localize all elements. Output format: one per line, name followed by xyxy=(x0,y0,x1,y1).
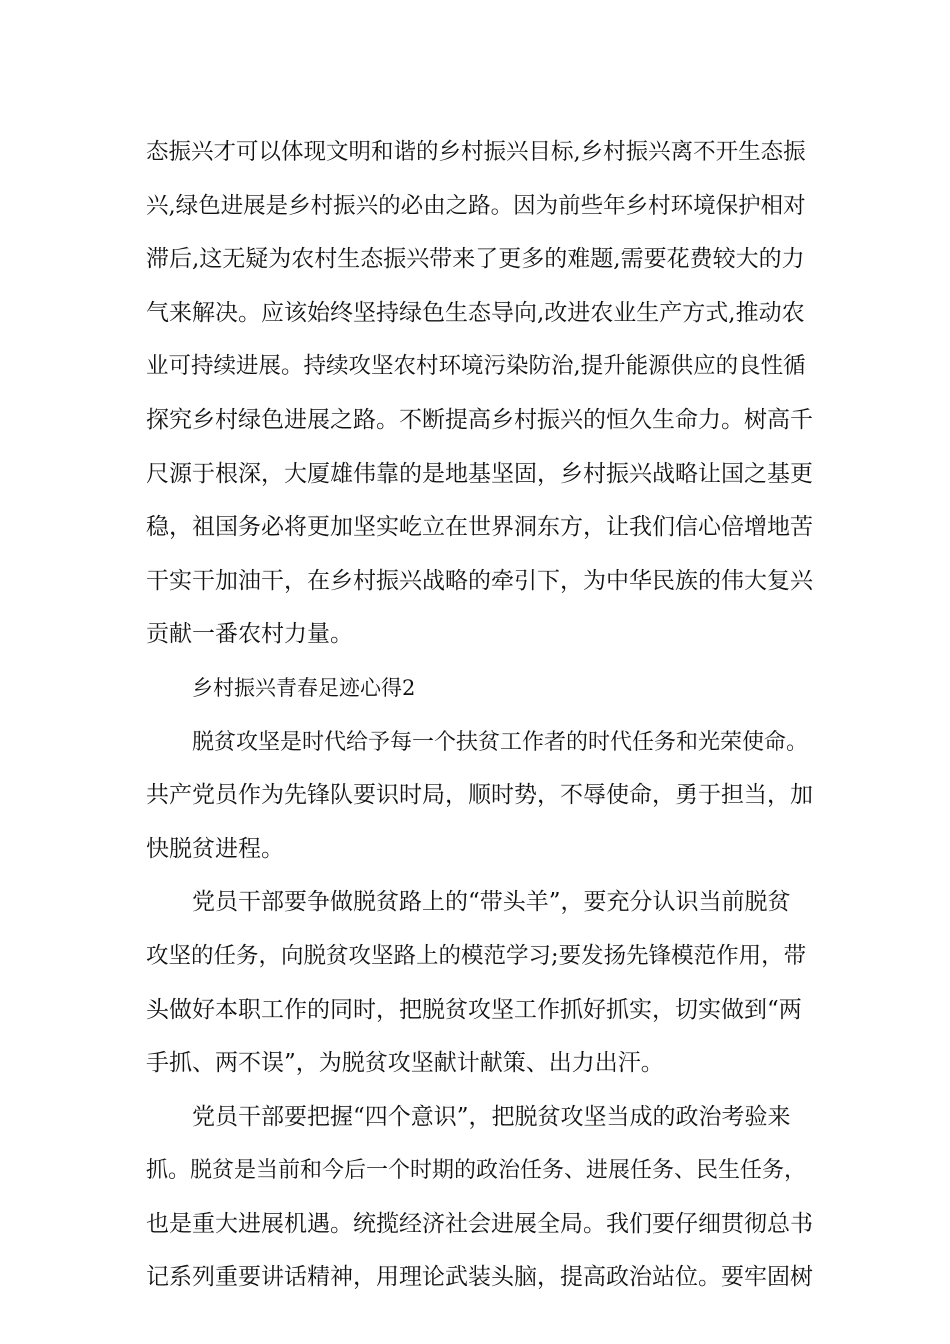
text-line: 抓。脱贫是当前和今后一个时期的政治任务、进展任务、民生任务， xyxy=(146,1158,807,1184)
text-line: 党员干部要把握“四个意识”，把脱贫攻坚当成的政治考验来 xyxy=(192,1103,791,1130)
text-line: 尺源于根深，大厦雄伟靠的是地基坚固，乡村振兴战略让国之基更 xyxy=(146,460,813,487)
section-heading: 乡村振兴青春足迹心得2 xyxy=(192,675,416,700)
text-line: 攻坚的任务，向脱贫攻坚路上的模范学习;要发扬先锋模范作用，带 xyxy=(146,942,807,969)
text-line: 滞后,这无疑为农村生态振兴带来了更多的难题,需要花费较大的力 xyxy=(146,246,805,273)
text-line: 党员干部要争做脱贫路上的“带头羊”，要充分认识当前脱贫 xyxy=(192,889,791,916)
text-line: 干实干加油干，在乡村振兴战略的牵引下，为中华民族的伟大复兴 xyxy=(146,567,813,594)
text-line: 稳，祖国务必将更加坚实屹立在世界洞东方，让我们信心倍增地苦 xyxy=(146,514,813,541)
text-line: 态振兴才可以体现文明和谐的乡村振兴目标,乡村振兴离不开生态振 xyxy=(146,139,806,165)
document-body xyxy=(146,126,816,1305)
text-line: 快脱贫进程。 xyxy=(146,835,284,862)
text-line: 贡献一番农村力量。 xyxy=(146,621,353,648)
text-line: 记系列重要讲话精神，用理论武装头脑，提高政治站位。要牢固树 xyxy=(146,1264,813,1291)
text-line: 也是重大进展机遇。统揽经济社会进展全局。我们要仔细贯彻总书 xyxy=(146,1210,813,1237)
text-line: 共产党员作为先锋队要识时局，顺时势，不辱使命，勇于担当，加 xyxy=(146,782,813,809)
text-line: 脱贫攻坚是时代给予每一个扶贫工作者的时代任务和光荣使命。 xyxy=(192,729,809,755)
text-line: 头做好本职工作的同时，把脱贫攻坚工作抓好抓实，切实做到“两 xyxy=(146,996,802,1023)
text-line: 手抓、两不误”，为脱贫攻坚献计献策、出力出汗。 xyxy=(146,1050,664,1077)
text-line: 业可持续进展。持续攻坚农村环境污染防治,提升能源供应的良性循 xyxy=(146,353,806,380)
text-line: 探究乡村绿色进展之路。不断提高乡村振兴的恒久生命力。树高千 xyxy=(146,406,813,433)
text-line: 气来解决。应该始终坚持绿色生态导向,改进农业生产方式,推动农 xyxy=(146,299,805,326)
text-line: 兴,绿色进展是乡村振兴的必由之路。因为前些年乡村环境保护相对 xyxy=(146,192,806,219)
